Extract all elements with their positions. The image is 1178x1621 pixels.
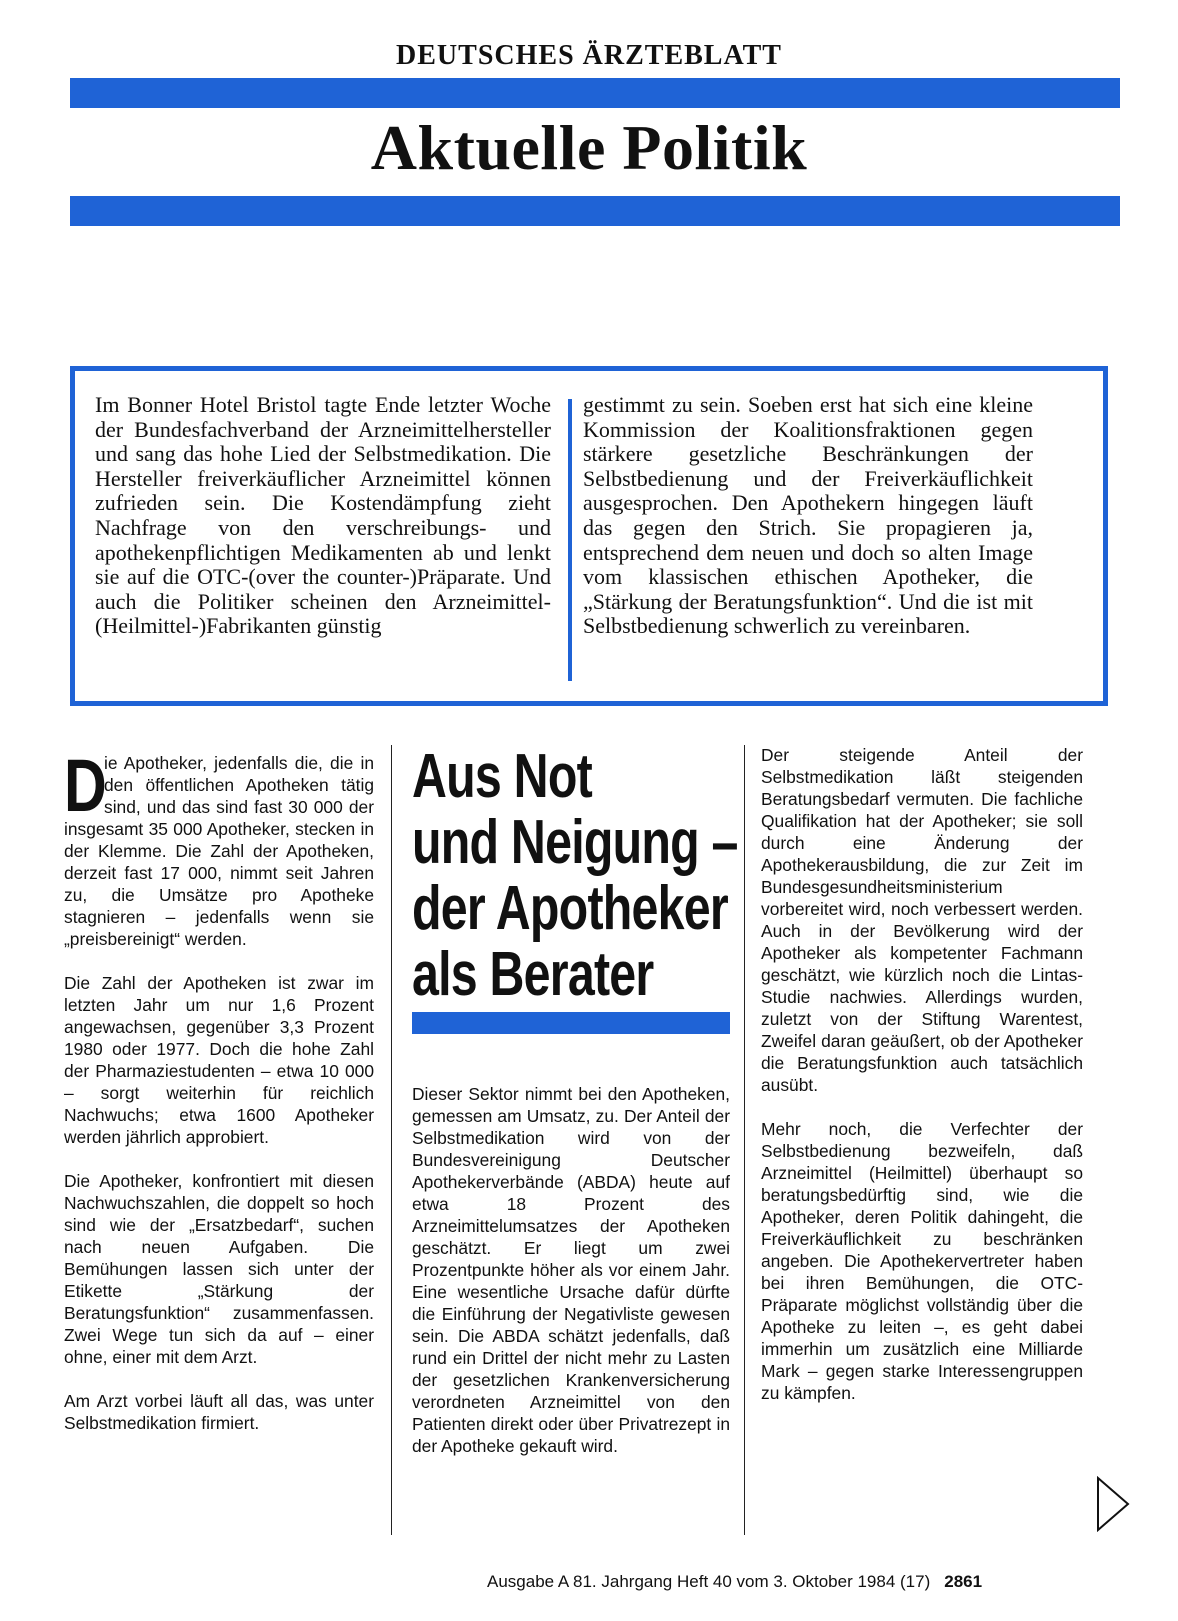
intro-box — [70, 366, 1108, 706]
bottom-blue-bar — [70, 196, 1120, 226]
article-paragraph: D ie Apotheker, jedenfalls die, die in den öffentlichen Apotheken tätig sind, und das sind fast 30 000 der insgesamt 35 000 Apotheker, stecken in der Klemme. Die Zahl der Apotheken, derzeit fast 17 000, nimmt seit Jahren zu, die Umsätze pro Apotheke stagnieren – jedenfalls wenn sie „preisbereinigt“ werden. — [64, 744, 374, 949]
article-paragraph: Der steigende Anteil der Selbstmedikation läßt steigenden Beratungsbedarf vermuten. Die fachliche Qualifikation hat der Apotheker; sie soll durch eine Änderung der Apothekerausbildung, die zur Zeit im Bundesgesundheitsministerium vorbereitet wird, noch verbessert werden. Auch in der Bevölkerung wird der Apotheker als kompetenter Fachmann geschätzt, wie kürzlich noch die Lintas-Studie nachwies. Allerdings wurden, zuletzt von der Stiftung Warentest, Zweifel daran geäußert, ob der Apotheker die Beratungsfunktion auch tatsächlich ausübt. — [761, 745, 1083, 1095]
issue-info: Ausgabe A 81. Jahrgang Heft 40 vom 3. Oktober 1984 (17) — [487, 1572, 931, 1591]
continue-arrow-icon — [1096, 1476, 1130, 1532]
column-divider-2 — [744, 745, 745, 1535]
page-number: 2861 — [944, 1572, 983, 1591]
intro-right-column: gestimmt zu sein. Soeben erst hat sich eine kleine Kommission der Koalitionsfraktionen gegen stärkere gesetzliche Beschränkungen der Selbstbedienung und der Freiverkäuflichkeit ausgesprochen. Den Apothekern hingegen läuft das gegen den Strich. Sie propagieren ja, entsprechend dem neuen und doch so alten Image vom klassischen ethischen Apotheker, die „Stärkung der Beratungsfunktion“. Und die ist mit Selbstbedienung schwerlich zu vereinbaren. — [583, 392, 1033, 639]
headline-blue-bar — [412, 1012, 730, 1034]
article-paragraph: Dieser Sektor nimmt bei den Apotheken, gemessen am Umsatz, zu. Der Anteil der Selbstmedikation wird von der Bundesvereinigung Deutscher Apothekerverbände (ABDA) heute auf etwa 18 Prozent des Arzneimittelumsatzes der Apotheken geschätzt. Er liegt um zwei Prozentpunkte höher als vor einem Jahr. Eine wesentliche Ursache dafür dürfte die Einführung der Negativliste gewesen sein. Die ABDA schätzt jedenfalls, daß rund ein Drittel der nicht mehr zu Lasten der gesetzlichen Krankenversicherung verordneten Arzneimittel von den Patienten direkt oder über Privatrezept in der Apotheke gekauft wird. — [412, 1084, 730, 1456]
headline-line: Aus Not — [412, 742, 592, 811]
article-paragraph: Mehr noch, die Verfechter der Selbstbedienung bezweifeln, daß Arzneimittel (Heilmittel) überhaupt so beratungsbedürftig sind, wie die Apotheker, deren Politik dahingeht, die Freiverkäuflichkeit zu beschränken angeben. Die Apothekervertreter haben bei ihren Bemühungen, die OTC-Präparate möglichst vollständig über die Apotheke zu leiten –, es geht dabei immerhin um zusätzlich eine Milliarde Mark – gegen starke Interessengruppen zu kämpfen. — [761, 1119, 1083, 1403]
drop-cap: D — [64, 744, 107, 827]
headline-line: als Berater — [412, 940, 654, 1009]
article-column-1 — [64, 744, 374, 1456]
article-paragraph: Die Apotheker, konfrontiert mit diesen Nachwuchszahlen, die doppelt so hoch sind wie der „Ersatzbedarf“, suchen nach neuen Aufgaben. Die Bemühungen lassen sich unter der Etikette „Stärkung der Beratungsfunktion“ zusammenfassen. Zwei Wege tun sich da auf – einer ohne, einer mit dem Arzt. — [64, 1171, 374, 1367]
intro-divider — [568, 399, 572, 681]
article-paragraph: Am Arzt vorbei läuft all das, was unter Selbstmedikation firmiert. — [64, 1391, 374, 1433]
masthead: DEUTSCHES ÄRZTEBLATT — [396, 40, 782, 71]
article-headline — [412, 742, 738, 1009]
section-title: Aktuelle Politik — [370, 112, 808, 183]
page-footer — [487, 1572, 982, 1592]
article-paragraph: Die Zahl der Apotheken ist zwar im letzten Jahr um nur 1,6 Prozent angewachsen, gegenüber 3,3 Prozent 1980 oder 1977. Doch die hohe Zahl der Pharmaziestudenten – etwa 10 000 – sorgt weiterhin für reichlich Nachwuchs; etwa 1600 Apotheker werden jährlich approbiert. — [64, 973, 374, 1147]
headline-line: und Neigung – — [412, 808, 738, 877]
article-column-2 — [412, 1083, 730, 1479]
intro-left-column: Im Bonner Hotel Bristol tagte Ende letzter Woche der Bundesfachverband der Arzneimittelhersteller und sang das hohe Lied der Selbstmedikation. Die Hersteller freiverkäuflicher Arzneimittel können zufrieden sein. Die Kostendämpfung zieht Nachfrage von den verschreibungs- und apothekenpflichtigen Medikamenten ab und lenkt sie auf die OTC-(over the counter-)Präparate. Und auch die Politiker scheinen den Arzneimittel-(Heilmittel-)Fabrikanten günstig — [95, 392, 551, 639]
headline-line: der Apotheker — [412, 874, 728, 943]
article-column-3 — [761, 744, 1083, 1426]
column-divider-1 — [391, 745, 392, 1535]
top-blue-bar — [70, 78, 1120, 108]
